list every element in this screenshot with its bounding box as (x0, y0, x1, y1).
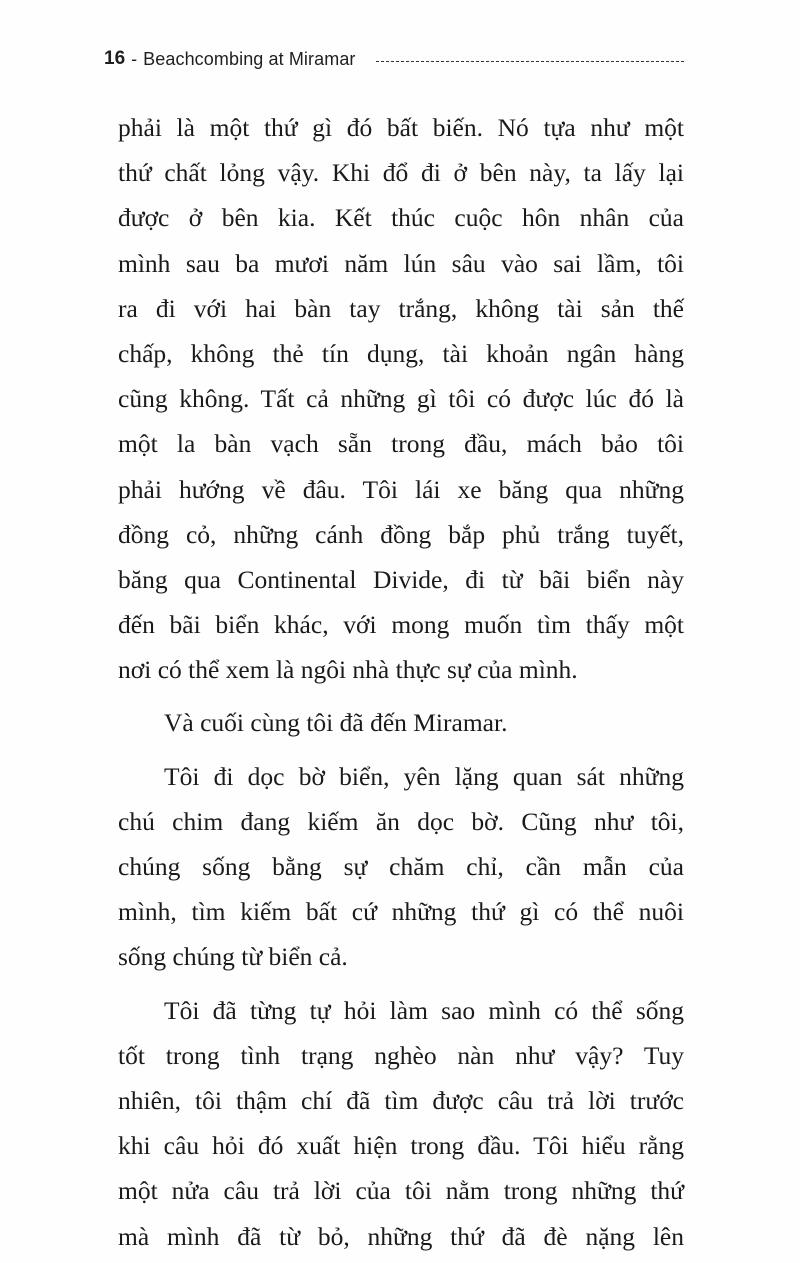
text-line: phải là một thứ gì đó bất biến. Nó tựa như một (118, 113, 684, 142)
text-line: chúng sống bằng sự chăm chỉ, cần mẫn của (118, 852, 684, 881)
text-line: chú chim đang kiếm ăn dọc bờ. Cũng như tôi, (118, 806, 684, 836)
running-header (104, 44, 684, 74)
text-line: nơi có thể xem là ngôi nhà thực sự của mình. (118, 655, 578, 685)
text-line: chấp, không thẻ tín dụng, tài khoản ngân hàng (118, 338, 684, 368)
text-line: được ở bên kia. Kết thúc cuộc hôn nhân của (118, 203, 684, 233)
text-line: một la bàn vạch sẵn trong đầu, mách bảo tôi (118, 429, 684, 459)
paragraph-0 (118, 105, 684, 692)
text-line: tốt trong tình trạng nghèo nàn như vậy? Tuy (118, 1040, 684, 1070)
header-separator: - (131, 48, 138, 69)
paragraph-1 (118, 700, 684, 745)
text-line: nhiên, tôi thậm chí đã tìm được câu trả lời trước (118, 1085, 684, 1115)
text-line: thứ chất lỏng vậy. Khi đổ đi ở bên này, ta lấy lại (118, 158, 684, 188)
header-dashed-rule (376, 61, 684, 62)
paragraph-gap (118, 746, 684, 754)
text-line: mình sau ba mươi năm lún sâu vào sai lầm, tôi (118, 248, 684, 278)
text-line: đến bãi biển khác, với mong muốn tìm thấy một (118, 610, 684, 640)
text-line: Tôi đi dọc bờ biển, yên lặng quan sát những (164, 761, 684, 791)
text-line: Và cuối cùng tôi đã đến Miramar. (164, 708, 508, 738)
text-line: cũng không. Tất cả những gì tôi có được lúc đó là (118, 384, 684, 414)
book-title: Beachcombing at Miramar (143, 48, 356, 69)
paragraph-gap (118, 980, 684, 988)
text-line: Tôi đã từng tự hỏi làm sao mình có thể sống (164, 995, 684, 1025)
text-line: khi câu hỏi đó xuất hiện trong đầu. Tôi hiểu rằng (118, 1131, 684, 1161)
text-line: một nửa câu trả lời của tôi nằm trong những thứ (118, 1176, 684, 1206)
paragraph-2 (118, 754, 684, 980)
text-line: mà mình đã từ bỏ, những thứ đã đè nặng lên (118, 1221, 684, 1251)
text-line: phải hướng về đâu. Tôi lái xe băng qua những (118, 474, 684, 504)
paragraph-gap (118, 692, 684, 700)
page-number: 16 (104, 48, 126, 69)
text-line: sống chúng từ biển cả. (118, 942, 348, 972)
text-line: mình, tìm kiếm bất cứ những thứ gì có thể nuôi (118, 897, 684, 927)
text-line: băng qua Continental Divide, đi từ bãi biển này (118, 564, 684, 594)
text-line: đồng cỏ, những cánh đồng bắp phủ trắng tuyết, (118, 519, 684, 549)
paragraph-3 (118, 988, 684, 1259)
body-text (118, 105, 684, 1259)
text-line: ra đi với hai bàn tay trắng, không tài sản thế (118, 293, 684, 323)
